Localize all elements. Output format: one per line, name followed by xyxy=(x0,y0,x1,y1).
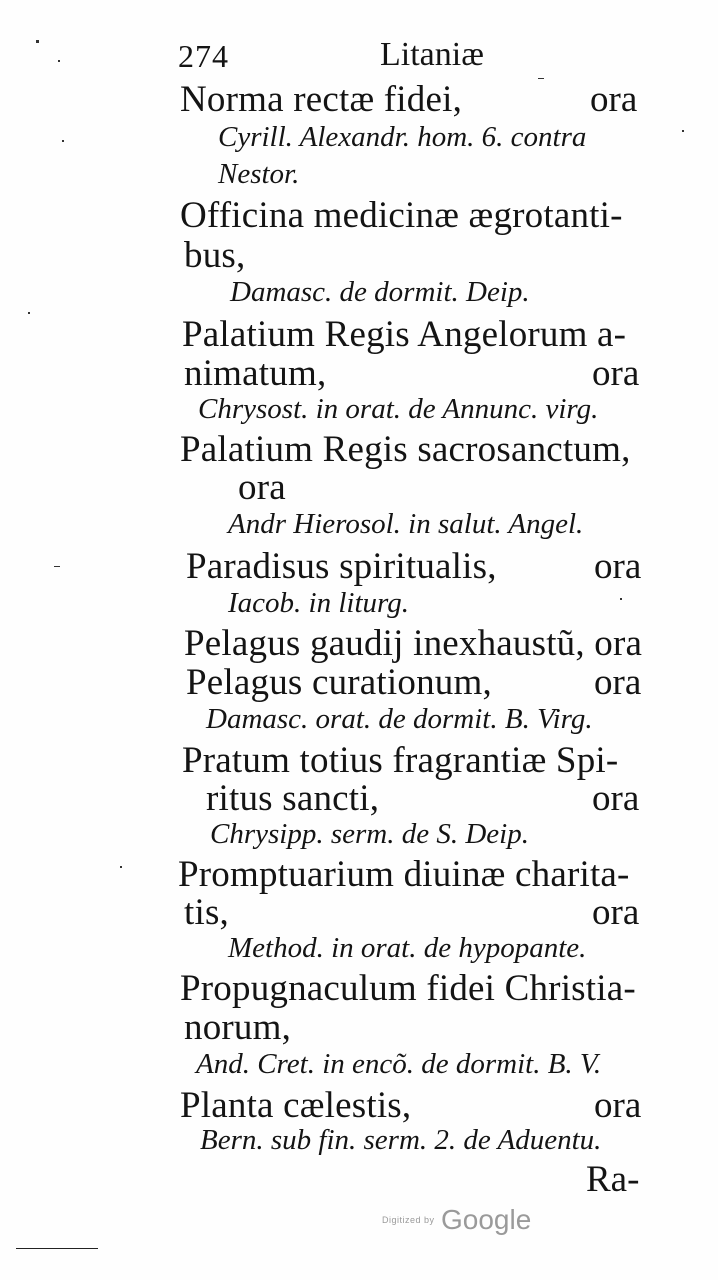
digitization-watermark xyxy=(382,1204,531,1236)
entry-title: nimatum, xyxy=(184,353,327,394)
entry-title: ritus sancti, xyxy=(206,778,380,819)
scan-edge-rule xyxy=(16,1248,98,1249)
entry-citation: Method. in orat. de hypopante. xyxy=(228,932,587,964)
entry-title: Planta cælestis, xyxy=(180,1085,412,1126)
ora-response: ora xyxy=(590,79,638,120)
entry-title: Promptuarium diuinæ charita- xyxy=(178,854,630,895)
scan-speck xyxy=(620,598,622,600)
entry-title: Paradisus spiritualis, xyxy=(186,546,497,587)
entry-citation: Andr Hierosol. in salut. Angel. xyxy=(228,508,584,540)
entry-title: norum, xyxy=(184,1007,292,1048)
entry-citation: And. Cret. in encõ. de dormit. B. V. xyxy=(196,1048,602,1080)
entry-citation: Nestor. xyxy=(218,158,300,190)
entry-title: Palatium Regis Angelorum a- xyxy=(182,314,627,355)
entry-citation: Bern. sub fin. serm. 2. de Aduentu. xyxy=(200,1124,602,1156)
entry-title: Pelagus gaudij inexhaustũ, ora xyxy=(184,623,643,664)
watermark-brand: Google xyxy=(440,1204,532,1235)
entry-title: Propugnaculum fidei Christia- xyxy=(180,968,636,1009)
entry-citation: Chrysost. in orat. de Annunc. virg. xyxy=(198,393,599,425)
entry-citation: Iacob. in liturg. xyxy=(228,587,409,619)
entry-citation: Chrysipp. serm. de S. Deip. xyxy=(210,818,529,850)
page-number: 274 xyxy=(178,38,229,74)
entry-title: ora xyxy=(238,467,286,508)
ora-response: ora xyxy=(592,778,640,819)
entry-citation: Damasc. de dormit. Deip. xyxy=(230,276,530,308)
ora-response: ora xyxy=(594,546,642,587)
ora-response: ora xyxy=(594,662,642,703)
entry-title: Officina medicinæ ægrotanti- xyxy=(180,195,623,236)
entry-title: Pelagus curationum, xyxy=(186,662,492,703)
ora-response: ora xyxy=(592,353,640,394)
scan-speck xyxy=(682,130,684,132)
entry-title: Norma rectæ fidei, xyxy=(180,79,463,120)
watermark-caption: Digitized by xyxy=(382,1215,435,1225)
entry-citation: Cyrill. Alexandr. hom. 6. contra xyxy=(218,121,587,153)
entry-citation: Damasc. orat. de dormit. B. Virg. xyxy=(206,703,593,735)
scan-speck xyxy=(62,140,64,142)
entry-title: Pratum totius fragrantiæ Spi- xyxy=(182,740,619,781)
entry-title: Palatium Regis sacrosanctum, xyxy=(180,429,631,470)
scan-speck xyxy=(58,60,60,62)
entry-title: tis, xyxy=(184,892,230,933)
scan-speck xyxy=(120,866,122,868)
entry-title: bus, xyxy=(184,235,246,276)
running-title: Litaniæ xyxy=(380,36,484,73)
scan-speck xyxy=(538,78,544,79)
scan-speck xyxy=(28,312,30,314)
ora-response: ora xyxy=(592,892,640,933)
scan-speck xyxy=(36,40,39,43)
ora-response: ora xyxy=(594,1085,642,1126)
catchword: Ra- xyxy=(586,1159,640,1200)
scan-speck xyxy=(54,566,60,567)
